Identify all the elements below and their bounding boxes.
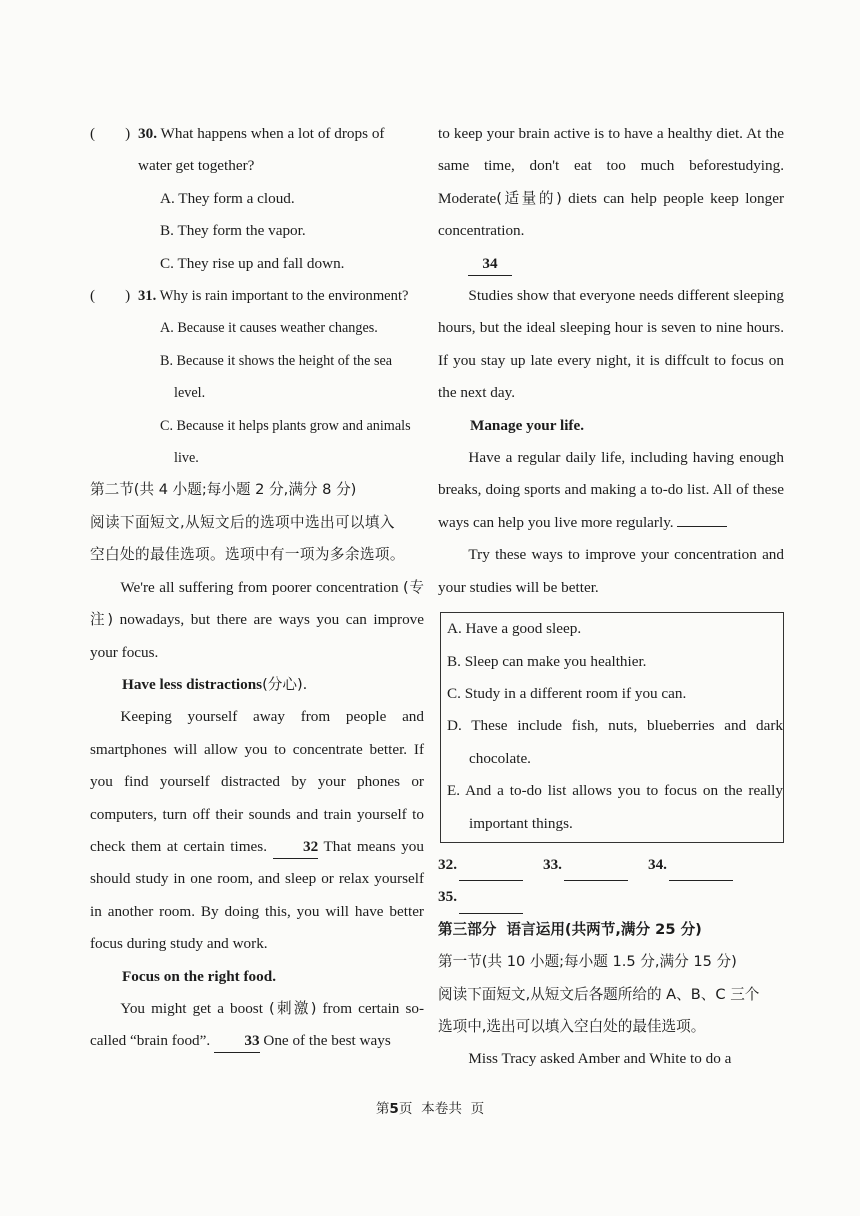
option-c: C. Because it helps plants grow and animals	[160, 417, 411, 434]
option-d: D. These include fish, nuts, blueberries and dark chocolate.	[447, 717, 783, 767]
question-stem: What happens when a lot of drops of	[160, 125, 385, 142]
option-c: C. Study in a different room if you can.	[447, 684, 687, 702]
option-b-cont: level.	[174, 385, 206, 402]
option-b: B. Because it shows the height of the sea	[160, 352, 393, 369]
part-title: 第三部分 语言运用(共两节,满分 25 分)	[438, 920, 702, 938]
left-column	[90, 118, 424, 1058]
option-b: B. They form the vapor.	[160, 222, 306, 240]
blank-33[interactable]: 33	[214, 1030, 260, 1053]
passage-intro: We're all suffering from poorer concentration (专注) nowadays, but there are ways you can improve your focus.	[90, 578, 425, 661]
passage-paragraph: Keeping yourself away from people and smartphones will allow you to concentrate better. If you find yourself distracted by your phones or computers, turn off their sounds and train yourself to check them at certain times. 32 That means you should study in one room, and sleep or relax yourself in another room. By doing this, you will have better focus during study and work.	[90, 708, 424, 953]
answer-bracket[interactable]: ( )	[90, 287, 131, 305]
passage-start: Miss Tracy asked Amber and White to do a	[468, 1050, 732, 1068]
option-e: E. And a to-do list allows you to focus on the really important things.	[447, 782, 783, 832]
passage-paragraph: to keep your brain active is to have a healthy diet. At the same time, don't eat too much beforestudying. Moderate(适量的) diets can help people keep longer concentration.	[438, 125, 785, 240]
option-c: C. They rise up and fall down.	[160, 254, 345, 272]
option-c-cont: live.	[174, 450, 199, 467]
blank-34-line	[438, 248, 784, 280]
question-stem: Why is rain important to the environment?	[159, 288, 409, 305]
question-stem-cont: water get together?	[138, 157, 255, 175]
passage-heading: Manage your life.	[470, 416, 585, 434]
section-instructions: 阅读下面短文,从短文后各题所给的 A、B、C 三个	[438, 985, 760, 1003]
answer-row	[438, 849, 784, 881]
page-footer: 第5页 本卷共 页	[375, 1101, 485, 1117]
option-a: A. They form a cloud.	[160, 189, 295, 207]
answer-35[interactable]: 35.	[438, 881, 523, 913]
answer-bracket[interactable]: ( )	[90, 125, 131, 142]
question-30	[90, 118, 424, 150]
passage-paragraph: Studies show that everyone needs different sleeping hours, but the ideal sleeping hour is seven to nine hours. If you stay up late every night, it is diffcult to focus on the next day.	[438, 287, 784, 402]
blank-35[interactable]	[677, 526, 727, 527]
answer-32[interactable]: 32.	[438, 849, 523, 881]
section-title: 第二节(共 4 小题;每小题 2 分,满分 8 分)	[90, 481, 357, 499]
answer-34[interactable]: 34.	[648, 849, 733, 881]
right-column	[438, 118, 784, 1076]
passage-heading: Have less distractions(分心).	[122, 675, 308, 693]
section-instructions-cont: 空白处的最佳选项。选项中有一项为多余选项。	[90, 546, 405, 564]
section-title: 第一节(共 10 小题;每小题 1.5 分,满分 15 分)	[438, 953, 737, 971]
option-a: A. Have a good sleep.	[447, 620, 582, 638]
question-31	[90, 280, 424, 312]
section-instructions: 阅读下面短文,从短文后的选项中选出可以填入	[90, 513, 395, 531]
option-a: A. Because it causes weather changes.	[160, 320, 378, 337]
passage-conclusion: Try these ways to improve your concentration and your studies will be better.	[438, 546, 784, 596]
answer-row	[438, 881, 784, 913]
question-number: 30.	[138, 125, 157, 142]
passage-paragraph: You might get a boost (刺激) from certain so-called “brain food”. 33 One of the best ways	[90, 993, 424, 1058]
passage-paragraph: Have a regular daily life, including having enough breaks, doing sports and making a to-do list. All of these ways can help you live more regularly.	[438, 449, 784, 531]
options-box	[440, 612, 784, 843]
blank-34[interactable]: 34	[468, 253, 512, 276]
option-b: B. Sleep can make you healthier.	[447, 652, 647, 670]
blank-32[interactable]: 32	[273, 836, 319, 859]
question-number: 31.	[138, 288, 157, 305]
page-number: 5	[389, 1101, 399, 1117]
passage-heading: Focus on the right food.	[122, 967, 276, 985]
section-instructions-cont: 选项中,选出可以填入空白处的最佳选项。	[438, 1017, 706, 1035]
answer-33[interactable]: 33.	[543, 849, 628, 881]
